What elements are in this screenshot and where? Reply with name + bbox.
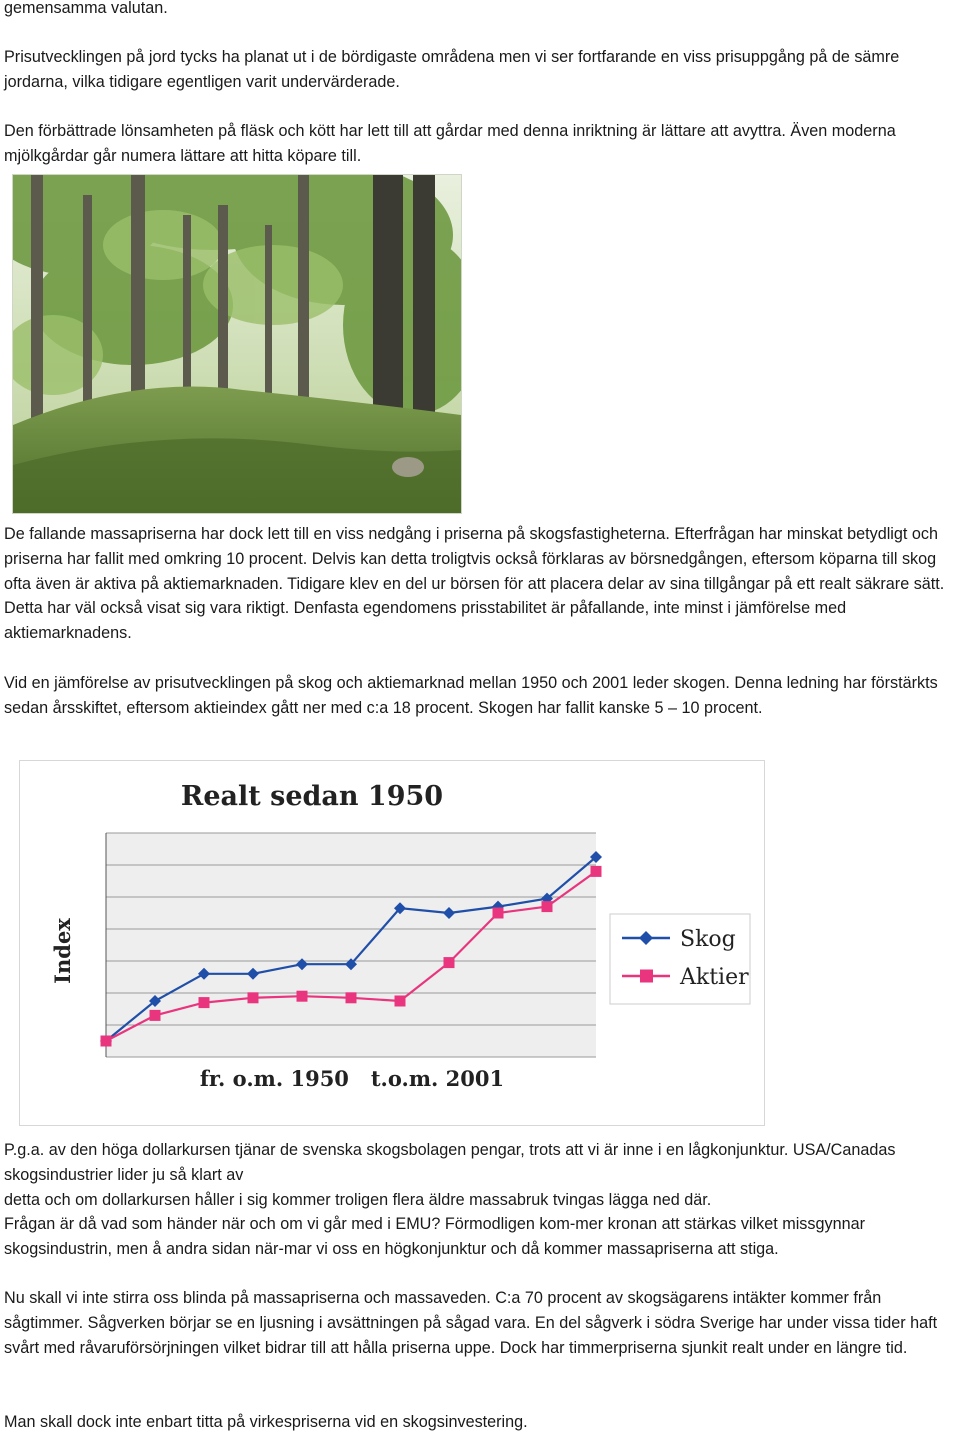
data-point-aktier [199, 997, 210, 1008]
paragraph-land-prices: Prisutvecklingen på jord tycks ha planat ut i de bördigaste områdena men vi ser fortfarande en viss prisuppgång på de sämre jordarna, vilka tidigare egentligen varit undervärderade. [4, 48, 900, 91]
paragraph-pulp-mills: detta och om dollarkursen håller i sig kommer troligen flera äldre massabruk tvingas lägga ned där. [4, 1191, 712, 1209]
data-point-aktier [101, 1036, 112, 1047]
chart-xlabel: fr. o.m. 1950 t.o.m. 2001 [199, 1066, 505, 1091]
data-point-aktier [444, 957, 455, 968]
data-point-aktier [542, 901, 553, 912]
paragraph-forest-vs-stocks: Vid en jämförelse av prisutvecklingen på skog och aktiemarknad mellan 1950 och 2001 leder skogen. Denna ledning har förstärkts sedan årsskiftet, eftersom aktieindex gått ner med c:a 18 procent. Skogen har fallit kanske 5 – 10 procent. [4, 674, 938, 717]
paragraph-timber: Nu skall vi inte stirra oss blinda på massapriserna och massaveden. C:a 70 procent av skogsägarens intäkter kommer från sågtimmer. Sågverken börjar se en ljusning i avsättningen på sågad vara. En del sågverk i södra Sverige har under vissa tider haft svårt med råvaruförsörjningen vilket bidrar till att hålla priserna uppe. Dock har timmerpriserna sjunkit realt under en längre tid. [4, 1289, 938, 1357]
legend-marker-aktier [640, 970, 653, 983]
paragraph-intro-fragment: gemensamma valutan. [4, 0, 168, 17]
data-point-aktier [150, 1010, 161, 1021]
legend-label-skog: Skog [680, 927, 736, 952]
data-point-aktier [395, 996, 406, 1007]
paragraph-emu: Frågan är då vad som händer när och om vi går med i EMU? Förmodligen kom-mer kronan att stärkas vilket missgynnar skogsindustrin, men å andra sidan när-mar vi oss en högkonjunktur och då kommer massapriserna att stiga. [4, 1215, 865, 1258]
real-index-chart [19, 760, 765, 1126]
paragraph-pulp-prices: De fallande massapriserna har dock lett till en viss nedgång i priserna på skogsfastigheterna. Efterfrågan har minskat betydligt och priserna har fallit med omkring 10 procent. Delvis kan detta troligtvis också förklaras av börsnedgången, eftersom köparna till skog ofta även är aktiva på aktiemarknaden. Tidigare klev en del ur börsen för att placera delar av sina tillgångar på ett realt säkrare sätt. Detta har väl också visat sig vara riktigt. Denfasta egendomens prisstabilitet är påfallande, inte minst i jämförelse med aktiemarknadens. [4, 525, 945, 643]
paragraph-closing: Man skall dock inte enbart titta på virkespriserna vid en skogsinvestering. [4, 1413, 528, 1431]
forest-photo [12, 174, 462, 514]
data-point-aktier [248, 992, 259, 1003]
chart-title: Realt sedan 1950 [180, 781, 444, 812]
legend-label-aktier: Aktier [680, 965, 749, 990]
chart-ylabel: Index [50, 918, 75, 984]
data-point-aktier [493, 908, 504, 919]
paragraph-dollar-rate: P.g.a. av den höga dollarkursen tjänar de svenska skogsbolagen pengar, trots att vi är inne i en lågkonjunktur. USA/Canadas skogsindustrier lider ju så klart av [4, 1141, 896, 1184]
data-point-aktier [346, 992, 357, 1003]
plot-area [106, 833, 596, 1057]
paragraph-farm-profitability: Den förbättrade lönsamheten på fläsk och kött har lett till att gårdar med denna inriktning är lättare att avyttra. Även moderna mjölkgårdar går numera lättare att hitta köpare till. [4, 122, 896, 165]
data-point-aktier [297, 991, 308, 1002]
data-point-aktier [591, 866, 602, 877]
